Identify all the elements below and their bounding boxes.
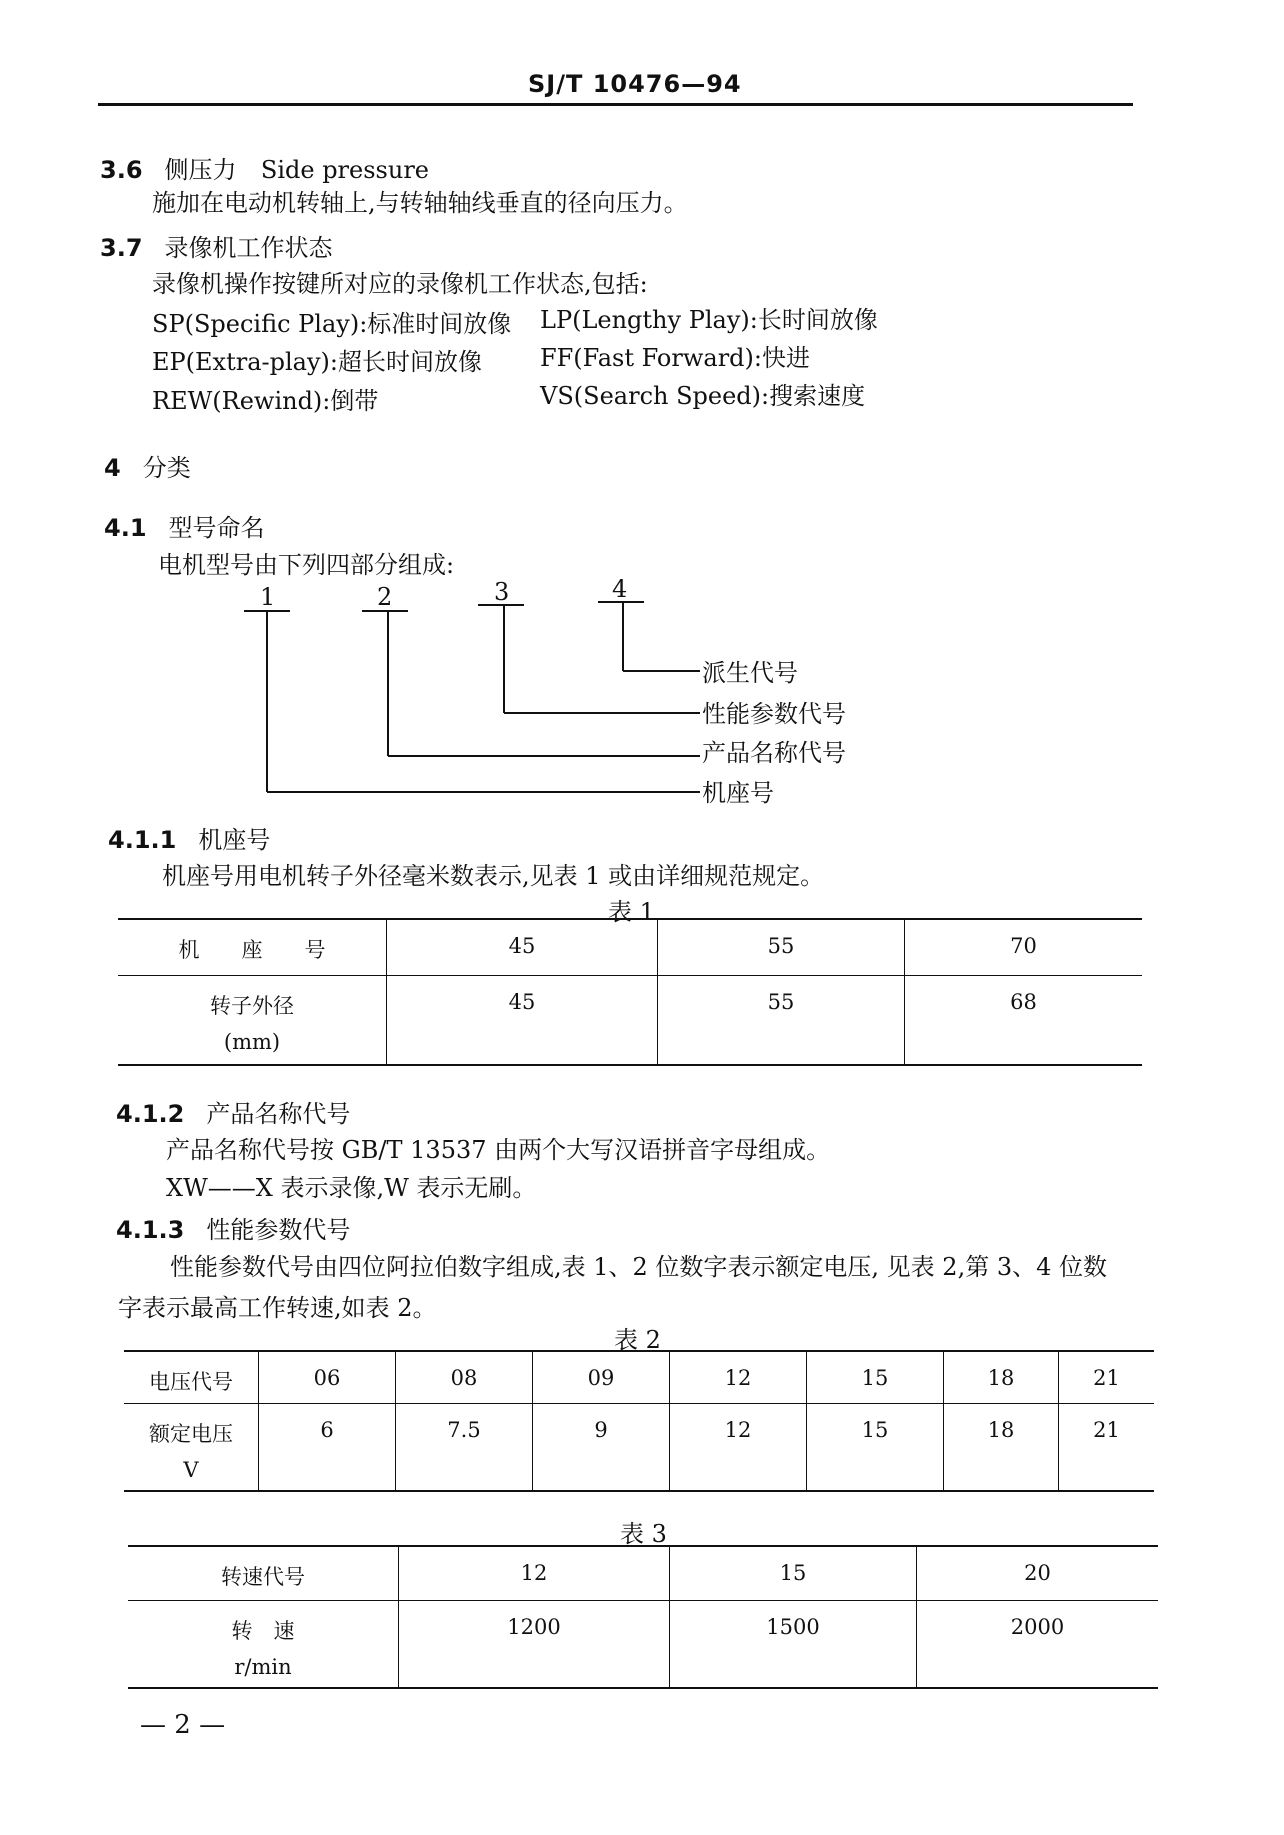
table-cell: 9 <box>533 1403 670 1491</box>
diagram-label-performance-code: 性能参数代号 <box>702 700 846 728</box>
model-code-diagram <box>0 0 1284 820</box>
row-head-label: 转 速 <box>231 1618 295 1643</box>
row-head-unit: r/min <box>234 1654 292 1679</box>
section-title: 侧压力 <box>164 156 237 184</box>
section-4-1-1-text: 机座号用电机转子外径毫米数表示,见表 1 或由详细规范规定。 <box>162 862 825 890</box>
section-4-1-2-text-2: XW——X 表示录像,W 表示无刷。 <box>166 1174 537 1202</box>
state-vs: VS(Search Speed):搜索速度 <box>540 382 866 410</box>
table-cell: 55 <box>658 975 905 1065</box>
diagram-number-3: 3 <box>494 578 510 606</box>
section-title: 型号命名 <box>168 514 265 542</box>
table-1-row2-head <box>118 975 387 1065</box>
section-title: 性能参数代号 <box>206 1216 351 1244</box>
section-4-1-3-text-1: 性能参数代号由四位阿拉伯数字组成,表 1、2 位数字表示额定电压, 见表 2,第 3、4 位数 <box>170 1253 1108 1281</box>
table-2-caption: 表 2 <box>614 1326 661 1354</box>
table-cell: 12 <box>399 1546 670 1600</box>
table-cell: 7.5 <box>396 1403 533 1491</box>
table-cell: 45 <box>387 919 658 975</box>
table-cell: 21 <box>1059 1351 1155 1403</box>
page-number: — 2 — <box>140 1710 226 1740</box>
state-ff: FF(Fast Forward):快进 <box>540 344 810 372</box>
table-cell: 21 <box>1059 1403 1155 1491</box>
table-1-row1-head: 机 座 号 <box>118 919 387 975</box>
row-head-label: 转子外径 <box>210 993 294 1018</box>
section-number: 4.1.3 <box>116 1216 185 1244</box>
section-4-1-1-heading <box>108 820 270 855</box>
section-title: 机座号 <box>198 826 271 854</box>
section-title: 产品名称代号 <box>206 1100 351 1128</box>
doc-code: SJ/T 10476—94 <box>528 70 742 98</box>
section-number: 4 <box>104 454 121 482</box>
section-4-1-2-text-1: 产品名称代号按 GB/T 13537 由两个大写汉语拼音字母组成。 <box>166 1136 831 1164</box>
table-3 <box>128 1545 1158 1689</box>
section-number: 4.1.1 <box>108 826 177 854</box>
diagram-label-frame-number: 机座号 <box>702 779 774 807</box>
section-4-1-2-heading <box>116 1094 350 1129</box>
table-cell: 15 <box>670 1546 917 1600</box>
diagram-label-derivative-code: 派生代号 <box>702 659 798 687</box>
table-cell: 55 <box>658 919 905 975</box>
table-cell: 06 <box>259 1351 396 1403</box>
section-number: 4.1.2 <box>116 1100 185 1128</box>
table-3-row2-head <box>128 1600 399 1688</box>
table-cell: 18 <box>944 1351 1059 1403</box>
diagram-label-product-code: 产品名称代号 <box>702 739 846 767</box>
section-4-1-3-text-2: 字表示最高工作转速,如表 2。 <box>118 1294 437 1322</box>
table-cell: 68 <box>905 975 1143 1065</box>
section-4-1-text: 电机型号由下列四部分组成: <box>158 551 455 579</box>
table-cell: 6 <box>259 1403 396 1491</box>
table-cell: 18 <box>944 1403 1059 1491</box>
table-row <box>118 975 1142 1065</box>
table-2-row1-head: 电压代号 <box>124 1351 259 1403</box>
table-1-caption: 表 1 <box>608 898 655 926</box>
state-rew: REW(Rewind):倒带 <box>152 387 379 415</box>
section-number: 3.6 <box>100 156 143 184</box>
diagram-number-1: 1 <box>260 583 276 611</box>
section-title-en: Side pressure <box>260 156 429 184</box>
state-sp: SP(Specific Play):标准时间放像 <box>152 310 512 338</box>
table-2 <box>124 1350 1154 1492</box>
table-cell: 20 <box>917 1546 1159 1600</box>
state-lp: LP(Lengthy Play):长时间放像 <box>540 306 878 334</box>
table-cell: 15 <box>807 1403 944 1491</box>
table-2-row2-head <box>124 1403 259 1491</box>
section-4-1-3-heading <box>116 1210 350 1245</box>
state-ep: EP(Extra-play):超长时间放像 <box>152 348 482 376</box>
table-row <box>124 1351 1154 1403</box>
table-row <box>124 1403 1154 1491</box>
row-head-unit: (mm) <box>223 1029 281 1054</box>
table-cell: 1500 <box>670 1600 917 1688</box>
section-3-7-text: 录像机操作按键所对应的录像机工作状态,包括: <box>152 270 648 298</box>
table-cell: 12 <box>670 1403 807 1491</box>
section-3-6-text: 施加在电动机转轴上,与转轴轴线垂直的径向压力。 <box>152 189 688 217</box>
table-cell: 08 <box>396 1351 533 1403</box>
diagram-number-2: 2 <box>377 583 393 611</box>
table-cell: 1200 <box>399 1600 670 1688</box>
section-title: 录像机工作状态 <box>164 234 333 262</box>
table-1 <box>118 918 1142 1066</box>
table-3-row1-head: 转速代号 <box>128 1546 399 1600</box>
diagram-number-4: 4 <box>612 575 628 603</box>
table-cell: 45 <box>387 975 658 1065</box>
table-cell: 2000 <box>917 1600 1159 1688</box>
table-row <box>118 919 1142 975</box>
row-head-unit: V <box>183 1457 199 1482</box>
table-cell: 12 <box>670 1351 807 1403</box>
row-head-label: 额定电压 <box>149 1421 233 1446</box>
section-number: 3.7 <box>100 234 143 262</box>
table-3-caption: 表 3 <box>620 1520 667 1548</box>
section-title: 分类 <box>142 454 191 482</box>
table-row <box>128 1600 1158 1688</box>
table-cell: 15 <box>807 1351 944 1403</box>
table-cell: 70 <box>905 919 1143 975</box>
section-number: 4.1 <box>104 514 147 542</box>
table-row <box>128 1546 1158 1600</box>
table-cell: 09 <box>533 1351 670 1403</box>
